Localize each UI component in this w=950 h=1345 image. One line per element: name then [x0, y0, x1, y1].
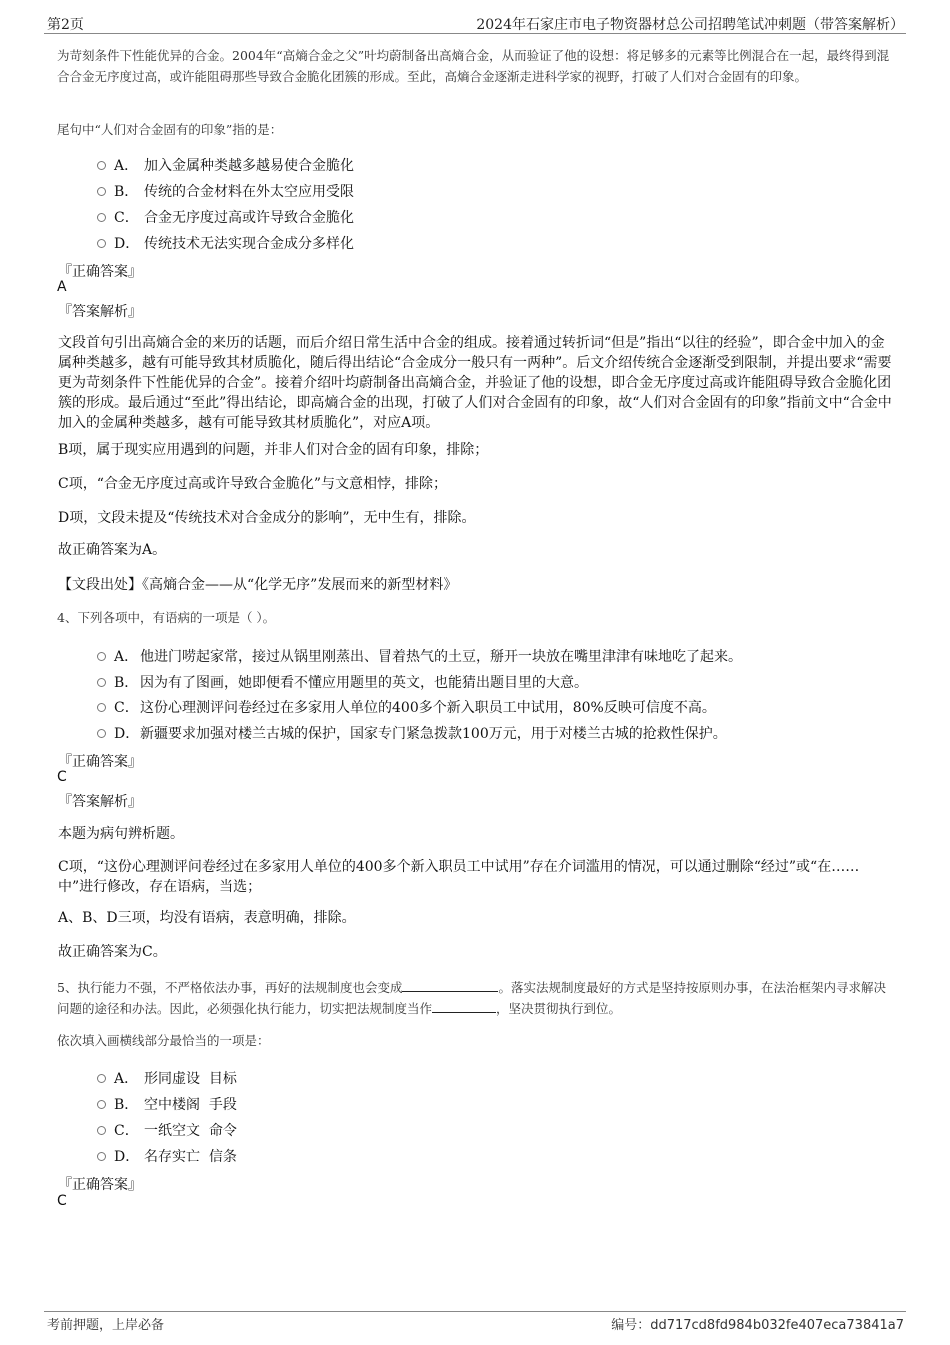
- footer-slogan: 考前押题，上岸必备: [47, 1318, 165, 1333]
- q5-answer-label: 『正确答案』: [58, 1177, 142, 1193]
- q4-analysis-c: C项，“这份心理测评问卷经过在多家用人单位的400多个新入职员工中试用”存在介词滥用的情况，可以通过删除“经过”或“在……中”进行修改，存在语病，当选；: [58, 859, 860, 895]
- footer-divider: [44, 1311, 906, 1312]
- radio-icon[interactable]: [97, 703, 106, 712]
- q4-option-a[interactable]: A． 他进门唠起家常，接过从锅里刚蒸出、冒着热气的土豆，掰开一块放在嘴里津津有味地吃了起来。: [97, 646, 742, 666]
- q4-analysis-label: 『答案解析』: [58, 794, 142, 810]
- q4-answer-label: 『正确答案』: [58, 754, 142, 770]
- q3-option-a[interactable]: A． 加入金属种类越多越易使合金脆化: [97, 155, 354, 175]
- radio-icon[interactable]: [97, 187, 106, 196]
- q3-option-c[interactable]: C． 合金无序度过高或许导致合金脆化: [97, 207, 354, 227]
- q3-analysis-label: 『答案解析』: [58, 304, 142, 320]
- q3-source: 【文段出处】《高熵合金——从“化学无序”发展而来的新型材料》: [58, 577, 458, 593]
- q3-analysis-main: 文段首句引出高熵合金的来历的话题，而后介绍日常生活中合金的组成。接着通过转折词“但是”指出“以往的经验”，即合金中加入的金属种类越多，越有可能导致其材质脆化，随后得出结论“合金成分一般只有一两种”。后文介绍传统合金逐渐受到限制，并提出要求“需要更为苛刻条件下性能优异的合金”。接着介绍叶均蔚制备出高熵合金，并验证了他的设想，即合金无序度过高或许能阻碍导致合金脆化团簇的形成。最后通过“至此”得出结论，即高熵合金的出现，打破了人们对合金固有的印象，故“人们对合金固有的印象”指前文中“合金中加入的金属种类越多，越有可能导致其材质脆化”，对应A项。: [58, 335, 892, 431]
- radio-icon[interactable]: [97, 213, 106, 222]
- q5-answer: C: [57, 1193, 67, 1209]
- q3-answer: A: [57, 279, 67, 295]
- q4-option-b[interactable]: B． 因为有了图画，她即便看不懂应用题里的英文，也能猜出题目里的大意。: [97, 672, 588, 692]
- q4-analysis-intro: 本题为病句辨析题。: [58, 826, 184, 842]
- radio-icon[interactable]: [97, 1074, 106, 1083]
- page-number: 第2页: [47, 17, 84, 33]
- radio-icon[interactable]: [97, 678, 106, 687]
- document-code: 编号：dd717cd8fd984b032fe407eca73841a7: [611, 1318, 904, 1333]
- q4-option-d[interactable]: D． 新疆要求加强对楼兰古城的保护，国家专门紧急拨款100万元，用于对楼兰古城的抢救性保护。: [97, 723, 727, 743]
- radio-icon[interactable]: [97, 652, 106, 661]
- q4-analysis-abd: A、B、D三项，均没有语病，表意明确，排除。: [58, 910, 356, 926]
- fill-blank-2[interactable]: [432, 1000, 496, 1013]
- radio-icon[interactable]: [97, 1100, 106, 1109]
- q5-option-d[interactable]: D． 名存实亡 信条: [97, 1146, 237, 1166]
- radio-icon[interactable]: [97, 729, 106, 738]
- q3-option-b[interactable]: B． 传统的合金材料在外太空应用受限: [97, 181, 354, 201]
- radio-icon[interactable]: [97, 239, 106, 248]
- radio-icon[interactable]: [97, 161, 106, 170]
- q4-answer: C: [57, 769, 67, 785]
- radio-icon[interactable]: [97, 1152, 106, 1161]
- radio-icon[interactable]: [97, 1126, 106, 1135]
- q3-analysis-d: D项，文段未提及“传统技术对合金成分的影响”，无中生有，排除。: [58, 510, 476, 526]
- q3-option-d[interactable]: D． 传统技术无法实现合金成分多样化: [97, 233, 354, 253]
- q5-prompt: 依次填入画横线部分最恰当的一项是：: [57, 1033, 270, 1048]
- q5-option-c[interactable]: C． 一纸空文 命令: [97, 1120, 237, 1140]
- q5-question: 5、执行能力不强，不严格依法办事，再好的法规制度也会变成 。落实法规制度最好的方式是坚持按原则办事，在法治框架内寻求解决问题的途径和办法。因此，必须强化执行能力，切实把法规制度当作 ，坚决贯彻执行到位。: [57, 980, 886, 1016]
- q5-option-a[interactable]: A． 形同虚设 目标: [97, 1068, 237, 1088]
- document-title: 2024年石家庄市电子物资器材总公司招聘笔试冲刺题（带答案解析）: [476, 17, 904, 33]
- fill-blank-1[interactable]: [402, 979, 498, 992]
- q4-analysis-conclusion: 故正确答案为C。: [58, 944, 167, 960]
- header-divider: [44, 33, 906, 34]
- q3-answer-label: 『正确答案』: [58, 264, 142, 280]
- q3-passage-tail: 为苛刻条件下性能优异的合金。2004年“高熵合金之父”叶均蔚制备出高熵合金，从而验证了他的设想：将足够多的元素等比例混合在一起，最终得到混合合金无序度过高，或许能阻碍那些导致合金脆化团簇的形成。至此，高熵合金逐渐走进科学家的视野，打破了人们对合金固有的印象。: [57, 48, 890, 84]
- q3-analysis-conclusion: 故正确答案为A。: [58, 542, 167, 558]
- q4-option-c[interactable]: C． 这份心理测评问卷经过在多家用人单位的400多个新入职员工中试用，80%反映可信度不高。: [97, 697, 716, 717]
- q3-analysis-b: B项，属于现实应用遇到的问题，并非人们对合金的固有印象，排除；: [58, 442, 489, 458]
- q5-option-b[interactable]: B． 空中楼阁 手段: [97, 1094, 237, 1114]
- q4-question: 4、下列各项中，有语病的一项是（ ）。: [57, 610, 276, 625]
- q3-analysis-c: C项，“合金无序度过高或许导致合金脆化”与文意相悖，排除；: [58, 476, 448, 492]
- q3-question: 尾句中“人们对合金固有的印象”指的是：: [57, 122, 283, 137]
